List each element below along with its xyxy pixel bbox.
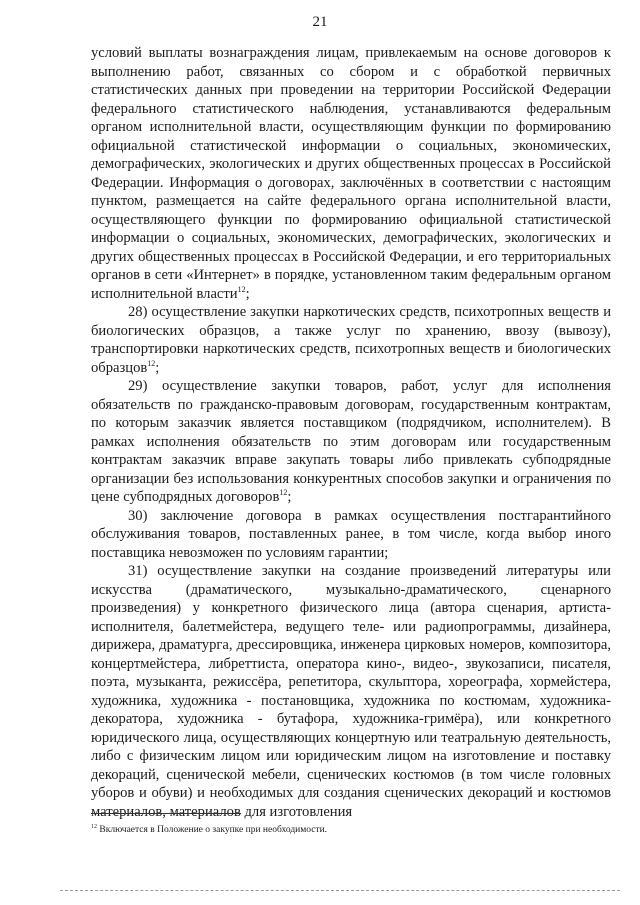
footnote-separator	[91, 813, 241, 814]
footnote	[91, 824, 611, 836]
paragraph-item-30: 30) заключение договора в рамках осуществления постгарантийного обслуживания товаров, поставленных ранее, в том числе, когда выбор иного поставщика невозможен по условиям гарантии;	[91, 507, 611, 561]
paragraph-item-29: 29) осуществление закупки товаров, работ, услуг для исполнения обязательств по гражданско-правовым договорам, государственным контрактам, по которым заказчик является поставщиком (подрядчиком, исполнителем). В рамках исполнения обязательств по этим договорам или государственным контрактам заказчик вправе закупать товары либо привлекать субподрядные организации без использования конкурентных способов закупки и ограничения по цене субподрядных договоров$^{12}$;	[91, 378, 611, 505]
footnote-text: Включается в Положение о закупке при необходимости.	[97, 825, 328, 835]
page-body	[91, 44, 611, 821]
page-number: 21	[312, 14, 328, 30]
paragraph-continuation: условий выплаты вознаграждения лицам, привлекаемым на основе договоров к выполнению работ, связанных со сбором и с обработкой первичных статистических данных при проведении на территории Российской Федерации федерального статистического наблюдения, устанавливаются федеральным органом исполнительной власти, осуществляющим функции по формированию официальной статистической информации о социальных, экономических, демографических, экологических и других общественных процессах в Российской Федерации. Информация о договорах, заключённых в соответствии с настоящим пунктом, размещается на сайте федерального органа исполнительной власти, осуществляющего функции по формированию официальной статистической информации о социальных, экономических, демографических, экологических и других общественных процессах в Российской Федерации, и его территориальных органов в сети «Интернет» в порядке, установленном таким федеральным органом исполнительной власти$^{12}$;	[91, 45, 611, 302]
paragraph-item-31: 31) осуществление закупки на создание произведений литературы или искусства (драматического, музыкально-драматического, сценарного произведения) у конкретного физического лица (автора сценария, артиста-исполнителя, балетмейстера, ведущего теле- или радиопрограммы, дизайнера, дирижера, драматурга, дрессировщика, инженера цирковых номеров, композитора, концертмейстера, либреттиста, оператора кино-, видео-, звукозаписи, писателя, поэта, музыканта, режиссёра, репетитора, скульптора, хореографа, хормейстера, художника, художника - постановщика, художника по костюмам, художника- декоратора, художника - бутафора, художника-гримёра), или конкретного юридического лица, осуществляющих концертную или театральную деятельность, либо с физическим лицом или юридическим лицом на изготовление и поставку декораций, сценической мебели, сценических костюмов (в том числе головных уборов и обуви) и необходимых для создания сценических декораций и костюмов материалов, материалов для изготовления	[91, 563, 611, 820]
paragraph-item-28: 28) осуществление закупки наркотических средств, психотропных веществ и биологических образцов, а также услуг по хранению, ввозу (вывозу), транспортировки наркотических средств, психотропных веществ и биологических образцов$^{12}$;	[91, 304, 611, 376]
footnote-marker: 12	[91, 823, 97, 830]
footnote-ref[interactable]: 12	[147, 358, 156, 368]
scan-edge-line	[60, 890, 620, 891]
footnote-ref[interactable]: 12	[279, 488, 288, 498]
footnote-ref[interactable]: 12	[237, 284, 246, 294]
